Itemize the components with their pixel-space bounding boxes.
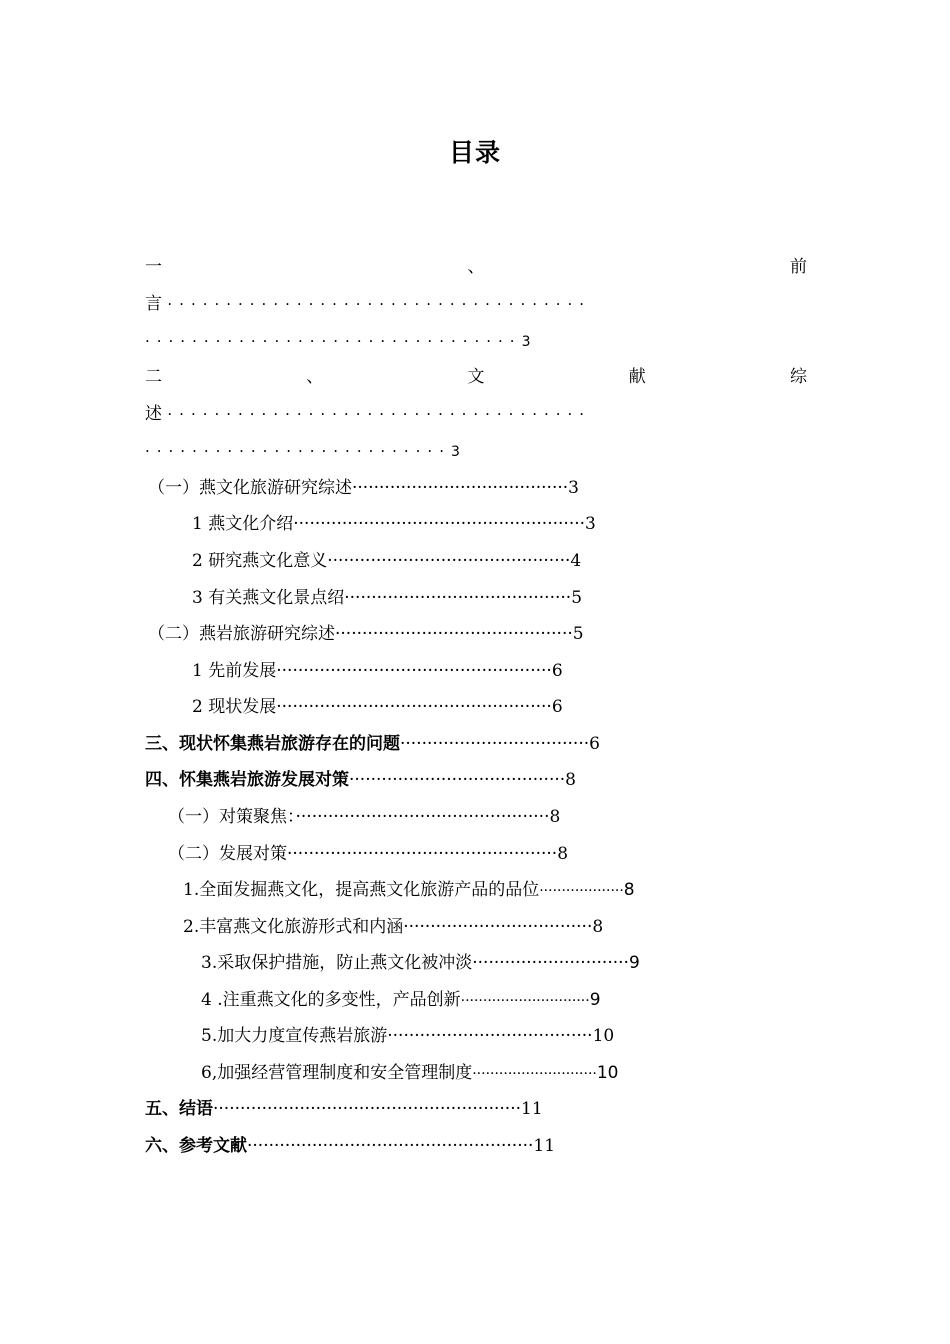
toc-char: 一: [145, 257, 162, 277]
toc-page-number: 8: [557, 844, 569, 864]
toc-entry-title: 三、现状怀集燕岩旅游存在的问题: [145, 734, 400, 754]
toc-page-number: 11: [533, 1136, 556, 1156]
toc-page-number: 6: [589, 734, 600, 754]
toc-page-number: 6: [551, 697, 563, 717]
toc-entry-preface-line3: [145, 329, 807, 353]
toc-leader: ································: [145, 332, 522, 350]
toc-page-number: 8: [623, 880, 635, 900]
toc-entry: [192, 512, 596, 536]
toc-entry: [192, 549, 581, 573]
toc-leader: ···················································: [276, 661, 552, 681]
toc-char: 、: [306, 367, 324, 387]
toc-leader: ······································: [387, 1026, 593, 1046]
toc-page-number: 3: [585, 514, 596, 534]
toc-entry: [201, 1024, 614, 1048]
toc-char: 文: [467, 367, 485, 387]
toc-entry-title: 3.采取保护措施，防止燕文化被冲淡: [201, 953, 473, 973]
toc-entry-preface-line2: [145, 292, 807, 316]
toc-page-number: 5: [572, 624, 584, 644]
toc-page-number: 3: [521, 334, 531, 350]
toc-entry-title: 3 有关燕文化景点绍: [192, 588, 345, 608]
toc-entry: [192, 695, 563, 719]
toc-leader: ·························································: [213, 1099, 522, 1119]
toc-leader: ········································: [349, 770, 566, 790]
toc-entry-title: 4 .注重燕文化的多变性，产品创新: [201, 990, 461, 1010]
toc-page-number: 6: [551, 661, 563, 681]
toc-leader: ···································: [400, 734, 590, 754]
toc-entry-title: 1 燕文化介绍: [192, 514, 294, 534]
toc-entry: [192, 659, 563, 683]
toc-entry: [168, 805, 560, 829]
toc-leader: ······················································: [293, 514, 586, 534]
toc-entry-review-line2: [145, 402, 807, 426]
toc-page-number: 10: [596, 1063, 619, 1083]
toc-entry: [192, 586, 582, 610]
toc-page-number: 8: [565, 770, 576, 790]
toc-entry: [145, 768, 576, 792]
toc-page-number: 4: [570, 551, 582, 571]
toc-char: 前: [790, 257, 807, 277]
toc-leader: ··························: [145, 442, 451, 460]
toc-page-number: 8: [592, 917, 604, 937]
toc-entry-title: 1 先前发展: [192, 661, 277, 681]
toc-entry: [168, 842, 568, 866]
toc-leader: ····························: [472, 1066, 597, 1082]
toc-entry-title: 2 研究燕文化意义: [192, 551, 328, 571]
toc-entry-title: （二）发展对策: [168, 844, 287, 864]
toc-char: 二: [145, 367, 162, 387]
toc-leader: ··········································: [344, 588, 572, 608]
toc-leader: ····································: [167, 405, 592, 423]
toc-page-number: 5: [571, 588, 583, 608]
toc-entry: [201, 1061, 618, 1085]
toc-page-number: 9: [589, 990, 601, 1010]
toc-entry: [145, 732, 600, 756]
toc-entry-title: 6,加强经营管理制度和安全管理制度: [201, 1063, 473, 1083]
toc-char: 综: [790, 367, 807, 387]
toc-char: 述: [145, 404, 162, 424]
toc-entry-title: （一）对策聚焦：: [168, 807, 296, 827]
toc-entry-title: 5.加大力度宣传燕岩旅游: [201, 1026, 388, 1046]
toc-leader: ···················: [539, 883, 624, 899]
toc-leader: ···································: [403, 917, 593, 937]
toc-entry: [145, 1097, 543, 1121]
toc-leader: ········································: [352, 478, 569, 498]
toc-page-number: 3: [450, 444, 460, 460]
toc-entry: [183, 878, 635, 902]
toc-leader: ·····················································: [247, 1136, 534, 1156]
toc-entry-title: 2 现状发展: [192, 697, 277, 717]
toc-leader: ·····························: [460, 993, 590, 1009]
toc-entry-title: 1.全面发掘燕文化，提高燕文化旅游产品的品位: [183, 880, 540, 900]
toc-entry-title: （二）燕岩旅游研究综述: [148, 624, 335, 644]
toc-entry-review-line1: [145, 365, 807, 389]
toc-entry: [201, 951, 640, 975]
toc-entry-title: （一）燕文化旅游研究综述: [148, 478, 352, 498]
toc-char: 言: [145, 294, 162, 314]
toc-entry: [201, 988, 601, 1012]
toc-leader: ············································: [335, 624, 573, 644]
toc-page-number: 11: [521, 1099, 543, 1119]
toc-entry-preface-line1: [145, 255, 807, 279]
page-title: 目录: [448, 138, 501, 167]
toc-page-number: 3: [568, 478, 579, 498]
toc-leader: ···················································: [276, 697, 552, 717]
toc-leader: ··················································: [287, 844, 558, 864]
toc-entry-title: 2.丰富燕文化旅游形式和内涵: [183, 917, 404, 937]
toc-char: 献: [628, 367, 646, 387]
toc-entry: [183, 915, 603, 939]
toc-entry-title: 四、怀集燕岩旅游发展对策: [145, 770, 349, 790]
toc-entry: [145, 1134, 555, 1158]
toc-leader: ···············································: [295, 807, 550, 827]
toc-page-number: 10: [592, 1026, 615, 1046]
toc-entry-review-line3: [145, 439, 807, 463]
toc-leader: ·············································: [327, 551, 571, 571]
toc-entry-title: 五、结语: [145, 1099, 213, 1119]
toc-entry-title: 六、参考文献: [145, 1136, 247, 1156]
toc-leader: ····································: [167, 295, 592, 313]
toc-page-number: 8: [549, 807, 561, 827]
toc-char: 、: [467, 257, 485, 277]
toc-leader: ·····························: [472, 953, 629, 973]
toc-entry: [148, 622, 584, 646]
toc-entry: [148, 476, 579, 500]
toc-page-number: 9: [628, 953, 640, 973]
